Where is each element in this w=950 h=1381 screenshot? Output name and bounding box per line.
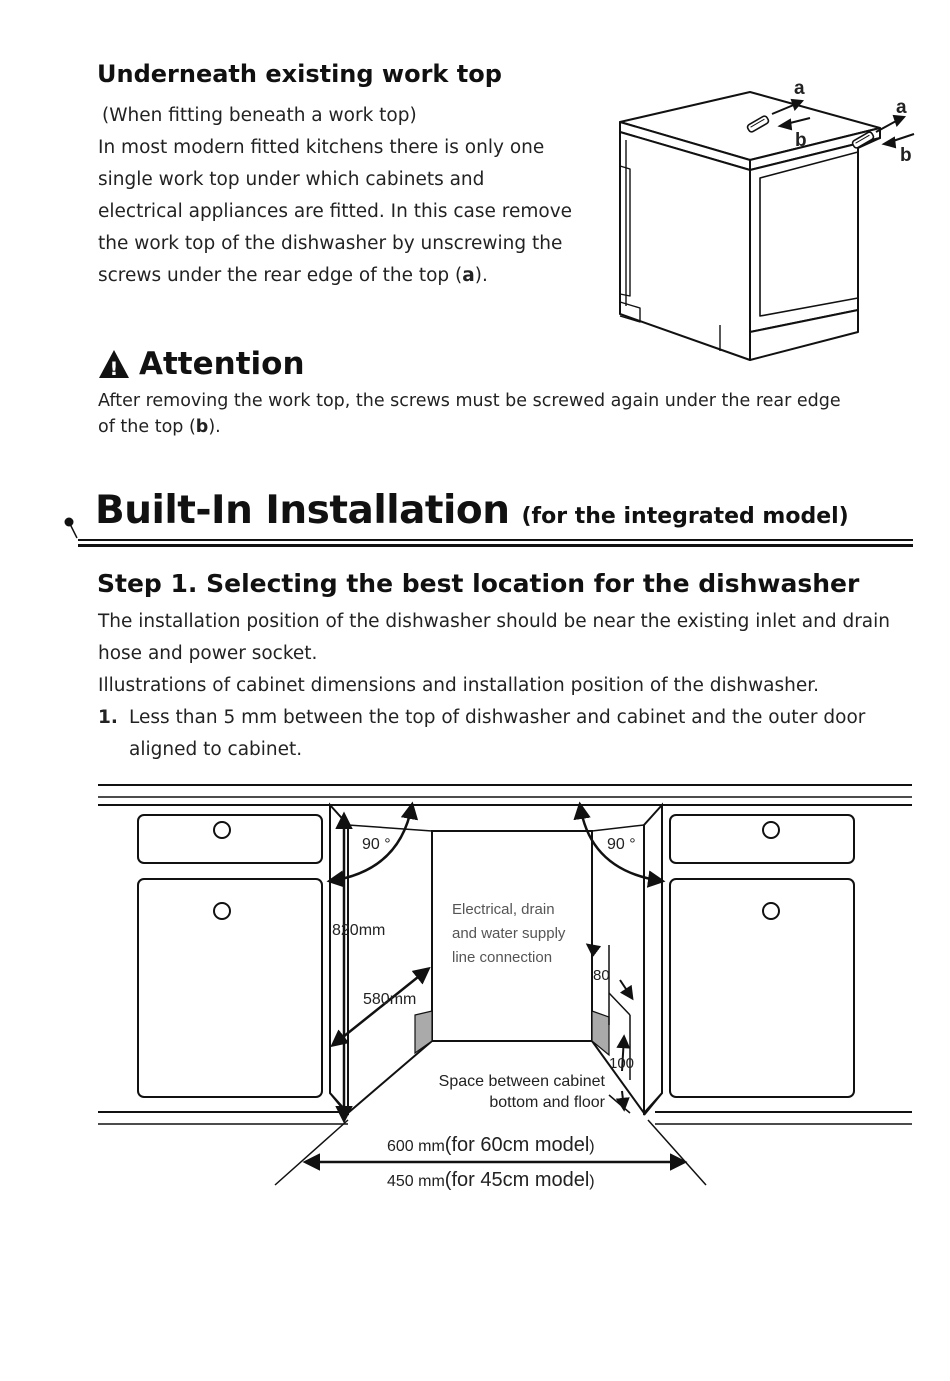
arrow-a2-icon: [876, 120, 898, 132]
depth-label: 580mm: [363, 991, 417, 1008]
dim-80-arrow-icon: [620, 980, 632, 998]
left-drawer-knob-icon: [214, 822, 230, 838]
fig-label-b2: b: [900, 145, 912, 166]
width-60-label: 600 mm(for 60cm model): [387, 1134, 595, 1156]
connection-line2: and water supply: [452, 925, 566, 942]
attention-header: [97, 344, 305, 384]
left-drawer: [138, 815, 322, 863]
attention-text: [98, 388, 841, 440]
section-title-main: Built-In Installation: [95, 488, 510, 533]
fig-label-a2: a: [896, 97, 907, 118]
underneath-heading: Underneath existing work top: [97, 60, 502, 88]
underneath-line-4: electrical appliances are fitted. In this case remove: [98, 201, 573, 222]
space-line1: Space between cabinet: [438, 1073, 605, 1090]
right-drawer: [670, 815, 854, 863]
dim-100-label: 100: [609, 1055, 635, 1072]
dim-80-label: 80: [593, 967, 610, 984]
step1-item-1-cont: aligned to cabinet.: [129, 739, 303, 760]
fig-label-a1: a: [794, 78, 805, 99]
underneath-line-6: screws under the rear edge of the top (a).: [98, 265, 488, 286]
step1-text: [98, 606, 918, 766]
step1-item-1: 1. Less than 5 mm between the top of dishwasher and cabinet and the outer door: [98, 707, 866, 728]
underneath-line-5: the work top of the dishwasher by unscrewing the: [98, 233, 563, 254]
fig-label-b1: b: [795, 130, 807, 151]
attention-title: Attention: [139, 346, 305, 382]
attention-line-1: After removing the work top, the screws must be screwed again under the rear edge: [98, 391, 841, 411]
step1-heading: Step 1. Selecting the best location for the dishwasher: [97, 569, 860, 598]
height-label: 820mm: [332, 922, 386, 939]
warning-icon: [97, 348, 131, 380]
svg-text:!: !: [109, 358, 119, 380]
step1-p2: Illustrations of cabinet dimensions and installation position of the dishwasher.: [98, 675, 820, 696]
section-bullet-icon: [60, 512, 90, 542]
section-title-sub: (for the integrated model): [521, 504, 849, 529]
right-door-knob-icon: [763, 903, 779, 919]
section-divider: [78, 539, 913, 541]
cabinet-diagram: [90, 775, 920, 1205]
step1-p1-line1: The installation position of the dishwasher should be near the existing inlet and drain: [98, 611, 891, 632]
underneath-line-2: In most modern fitted kitchens there is only one: [98, 137, 545, 158]
connection-line3: line connection: [452, 949, 553, 966]
angle-left-label: 90 °: [362, 836, 391, 853]
right-door: [670, 879, 854, 1097]
connection-line1: Electrical, drain: [452, 901, 555, 918]
width-45-label: 450 mm(for 45cm model): [387, 1169, 595, 1191]
left-door-knob-icon: [214, 903, 230, 919]
right-drawer-knob-icon: [763, 822, 779, 838]
attention-line-2: of the top (b).: [98, 417, 221, 437]
step1-p1-line2: hose and power socket.: [98, 643, 318, 664]
angle-right-label: 90 °: [607, 836, 636, 853]
underneath-text: [98, 100, 618, 292]
cabinet-front: [620, 132, 750, 360]
section-title: [95, 488, 849, 533]
worktop-illustration: [600, 70, 930, 370]
underneath-line-1: (When fitting beneath a work top): [102, 105, 417, 126]
space-line2: bottom and floor: [489, 1094, 605, 1111]
underneath-line-3: single work top under which cabinets and: [98, 169, 485, 190]
section-divider-2: [78, 544, 913, 547]
